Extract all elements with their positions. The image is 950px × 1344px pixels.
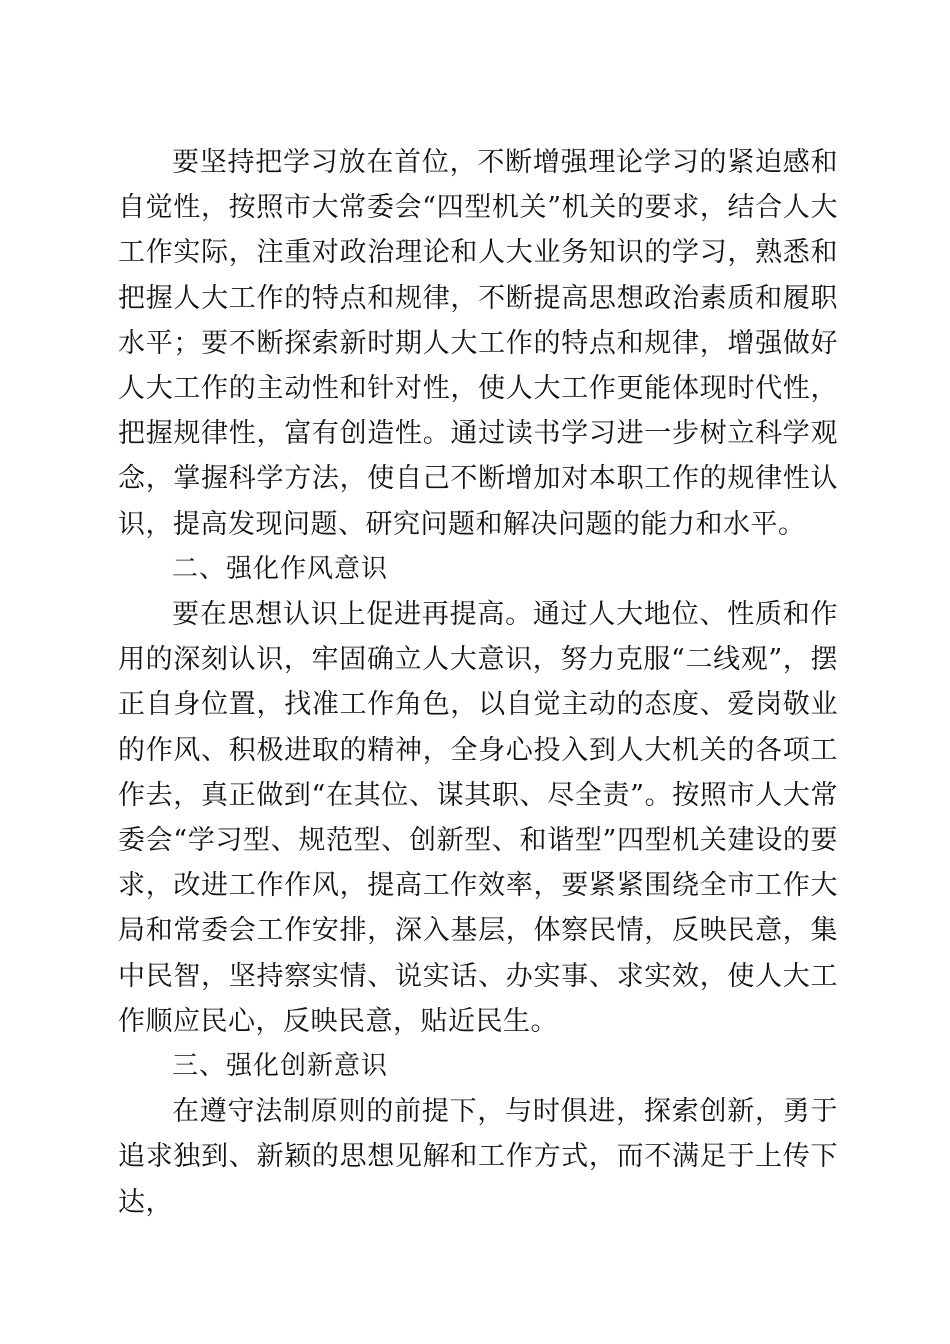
document-page xyxy=(118,140,838,1225)
section-heading-innovation: 三、强化创新意识 xyxy=(172,1051,389,1082)
paragraph-innovation: 在遵守法制原则的前提下，与时俱进，探索创新，勇于追求独到、新颖的思想见解和工作方式，而不满足于上传下达， xyxy=(118,1096,838,1218)
section-heading-work-style: 二、强化作风意识 xyxy=(172,553,389,584)
paragraph-work-style: 要在思想认识上促进再提高。通过人大地位、性质和作用的深刻认识，牢固确立人大意识，努力克服“二线观”，摆正自身位置，找准工作角色，以自觉主动的态度、爱岗敬业的作风、积极进取的精神，全身心投入到人大机关的各项工作去，真正做到“在其位、谋其职、尽全责”。按照市人大常委会“学习型、规范型、创新型、和谐型”四型机关建设的要求，改进工作作风，提高工作效率，要紧紧围绕全市工作大局和常委会工作安排，深入基层，体察民情，反映民意，集中民智，坚持察实情、说实话、办实事、求实效，使人大工作顺应民心，反映民意，贴近民生。 xyxy=(118,599,838,1037)
paragraph-study: 要坚持把学习放在首位，不断增强理论学习的紧迫感和自觉性，按照市大常委会“四型机关”机关的要求，结合人大工作实际，注重对政治理论和人大业务知识的学习，熟悉和把握人大工作的特点和规律，不断提高思想政治素质和履职水平；要不断探索新时期人大工作的特点和规律，增强做好人大工作的主动性和针对性，使人大工作更能体现时代性，把握规律性，富有创造性。通过读书学习进一步树立科学观念，掌握科学方法，使自己不断增加对本职工作的规律性认识，提高发现问题、研究问题和解决问题的能力和水平。 xyxy=(118,147,838,540)
